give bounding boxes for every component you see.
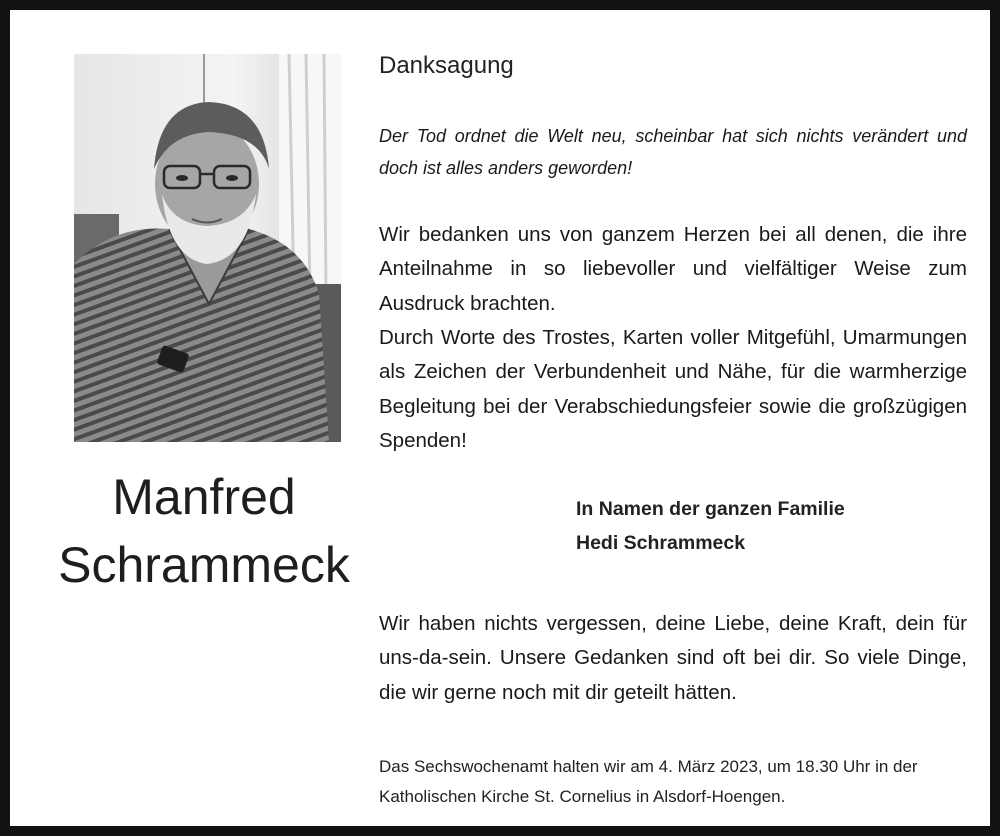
portrait-photo	[74, 54, 341, 442]
closing-paragraph: Wir haben nichts vergessen, deine Liebe, deine Kraft, dein für uns-da-sein. Unsere Gedanken sind oft bei dir. So viele Dinge, die wir gerne noch mit dir geteilt hätten.	[379, 612, 967, 704]
signature	[576, 492, 845, 560]
thanks-paragraph-1: Wir bedanken uns von ganzem Herzen bei all denen, die ihre Anteilnahme in so liebevoller und vielfältiger Weise zum Ausdruck brachten.	[379, 223, 967, 315]
signature-line-1: In Namen der ganzen Familie	[576, 498, 845, 520]
thanks-paragraph-2: Durch Worte des Trostes, Karten voller Mitgefühl, Umarmungen als Zeichen der Verbundenheit und Nähe, für die warmherzige Begleitung bei der Verabschiedungsfeier sowie die großzügigen Spenden!	[379, 326, 967, 453]
quote: Der Tod ordnet die Welt neu, scheinbar hat sich nichts verändert und doch ist alles anders geworden!	[379, 126, 967, 178]
heading: Danksagung	[379, 52, 514, 79]
deceased-last-name: Schrammeck	[58, 537, 350, 593]
service-notice: Das Sechswochenamt halten wir am 4. März 2023, um 18.30 Uhr in der Katholischen Kirche St. Cornelius in Alsdorf-Hoengen.	[379, 757, 918, 806]
deceased-first-name: Manfred	[112, 469, 296, 525]
signature-line-2: Hedi Schrammeck	[576, 532, 746, 554]
